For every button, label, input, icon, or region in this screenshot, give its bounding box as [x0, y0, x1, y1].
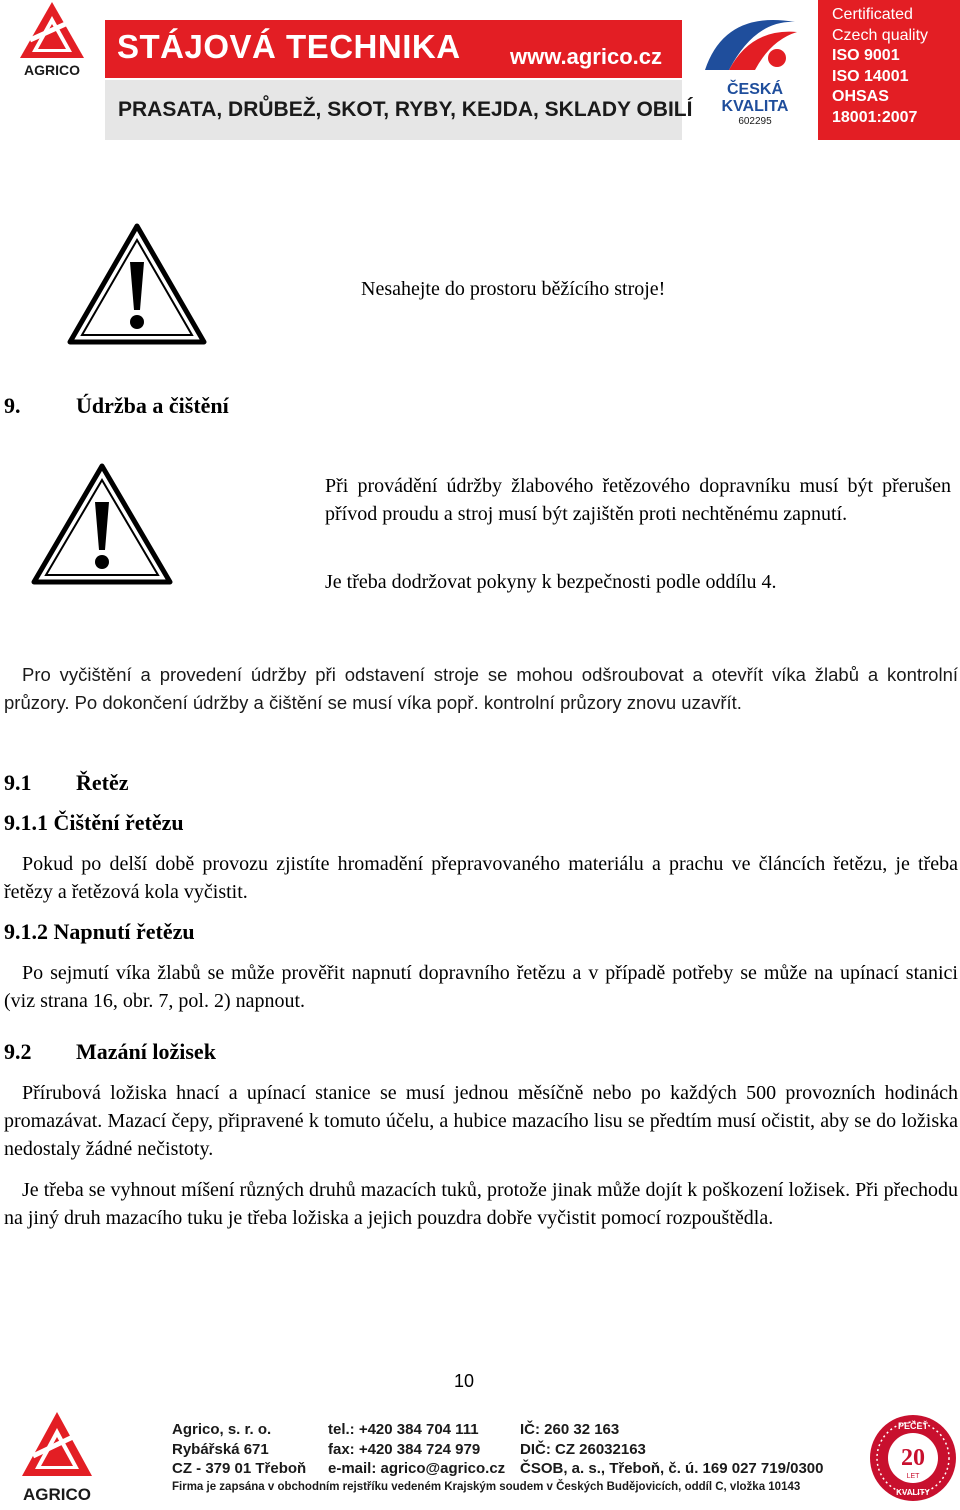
header-subtitle: PRASATA, DRŮBEŽ, SKOT, RYBY, KEJDA, SKLADY OBILÍ: [118, 98, 693, 121]
czech-quality-logo: [685, 0, 813, 140]
footer-street: Rybářská 671: [172, 1440, 269, 1458]
cert-line: OHSAS: [832, 88, 889, 105]
page-number: 10: [453, 1371, 475, 1391]
quality-line1: ČESKÁ: [726, 81, 784, 98]
cert-line: Certificated: [832, 6, 913, 23]
cleaning-paragraph: Pro vyčištění a provedení údržby při odstavení stroje se mohou odšroubovat a otevřít víka žlabů a kontrolní průzory. Po dokončení údržby a čištění se musí víka popř. kontrolní průzory znovu uzavřít.: [4, 664, 958, 713]
footer-phone: tel.: +420 384 704 111: [328, 1421, 479, 1438]
footer-ico: IČ: 260 32 163: [520, 1421, 620, 1438]
quality-number: 602295: [738, 116, 772, 127]
cert-line: ISO 9001: [832, 47, 900, 64]
seal-top: PEČEŤ: [897, 1421, 929, 1431]
footer-legal: Firma je zapsána v obchodním rejstříku vedeném Krajským soudem v Českých Budějovicích, oddíl C, vložka 10143: [172, 1481, 801, 1493]
section-9-1-1-title: 9.1.1 Čištění řetězu: [4, 810, 184, 835]
cert-line: Czech quality: [832, 26, 929, 44]
section-9-1-1-text: Pokud po delší době provozu zjistíte hromadění přepravovaného materiálu a prachu ve článcích řetězu, je třeba řetězy a řetězová kola vyčistit.: [4, 853, 958, 903]
footer-fax: fax: +420 384 724 979: [328, 1440, 481, 1458]
footer-registry: [520, 1420, 824, 1479]
warning-triangle-icon: [30, 462, 174, 591]
footer-address: [172, 1420, 306, 1479]
section-9-1-2-text: Po sejmutí víka žlabů se může prověřit napnutí dopravního řetězu a v případě potřeby se může na upínací stanici (viz strana 16, obr. 7, pol. 2) napnout.: [4, 962, 958, 1012]
section-9-title: Údržba a čištění: [76, 393, 229, 418]
warning-text-2b: Je třeba dodržovat pokyny k bezpečnosti podle oddílu 4.: [325, 571, 777, 593]
footer-dic: DIČ: CZ 26032163: [520, 1440, 646, 1458]
header-title: STÁJOVÁ TECHNIKA: [117, 28, 461, 65]
footer-agrico-logo: [0, 1410, 115, 1505]
footer-brand-text: AGRICO: [23, 1485, 91, 1504]
section-9-2-paragraph-2: Je třeba se vyhnout míšení různých druhů mazacích tuků, protože jinak může dojít k poškození ložisek. Při přechodu na jiný druh mazacího tuku je třeba ložiska a jejich pouzdra dobře vyčistit pomocí rozpouštědla.: [4, 1179, 958, 1229]
footer-city: CZ - 379 01 Třeboň: [172, 1460, 307, 1477]
footer-company: Agrico, s. r. o.: [172, 1421, 272, 1438]
footer-contacts: [328, 1420, 505, 1479]
section-9-1-number: 9.1: [4, 770, 32, 795]
section-9-1-title: Řetěz: [76, 770, 129, 795]
agrico-logo: [0, 0, 105, 80]
section-9-1-2-title: 9.1.2 Napnutí řetězu: [4, 919, 195, 944]
warning-triangle-icon: [66, 222, 208, 351]
section-9-2-number: 9.2: [4, 1039, 32, 1064]
agrico-brand-text: AGRICO: [24, 62, 80, 78]
footer-bank: ČSOB, a. s., Třeboň, č. ú. 169 027 719/0300: [520, 1460, 824, 1477]
certification-box: [818, 0, 960, 140]
seal-number: 20: [901, 1445, 925, 1471]
cert-line: ISO 14001: [832, 67, 909, 85]
warning-text-1: Nesahejte do prostoru běžícího stroje!: [361, 278, 666, 300]
header-website[interactable]: www.agrico.cz: [510, 44, 663, 69]
seal-years: LET: [906, 1473, 920, 1480]
section-9-number: 9.: [4, 393, 21, 418]
warning-text-2: Při provádění údržby žlabového řetězového dopravníku musí být přerušen přívod proudu a stroj musí být zajištěn proti nechtěnému zapnutí.: [325, 475, 951, 525]
seal-bottom: KVALITY: [896, 1488, 930, 1497]
quality-seal-icon: [868, 1413, 958, 1503]
cert-line: 18001:2007: [832, 108, 918, 126]
footer-email[interactable]: e-mail: agrico@agrico.cz: [328, 1460, 506, 1477]
section-9-2-paragraph-1: Přírubová ložiska hnací a upínací stanice se musí jednou měsíčně nebo po každých 500 provozních hodinách promazávat. Mazací čepy, připravené k tomuto účelu, a hubice mazacího lisu se předtím musí očistit, aby se do ložiska nedostaly žádné nečistoty.: [4, 1082, 958, 1160]
section-9-2-title: Mazání ložisek: [76, 1039, 216, 1064]
quality-line2: KVALITA: [721, 98, 789, 115]
